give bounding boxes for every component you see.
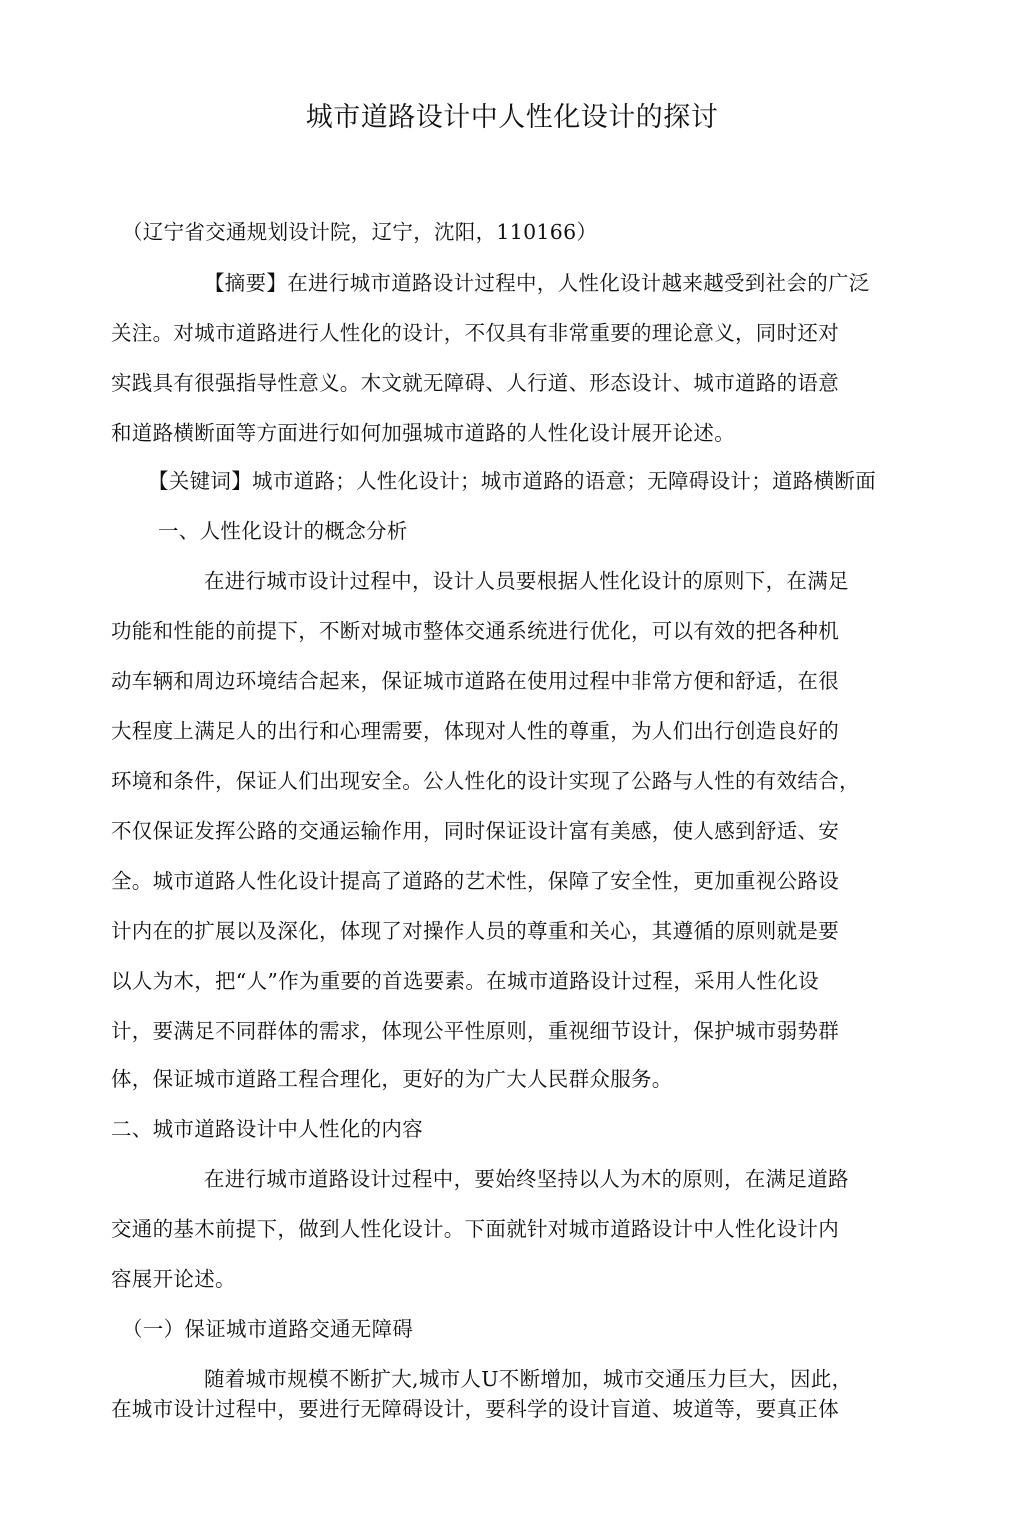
keywords: 【关键词】城市道路；人性化设计；城市道路的语意；无障碍设计；道路横断面 — [148, 469, 876, 493]
subsection-heading: （一）保证城市道路交通无障碍 — [122, 1317, 414, 1341]
abstract-line: 实践具有很强指导性意义。木文就无障碍、人行道、形态设计、城市道路的语意 — [111, 371, 839, 395]
paragraph-line: 交通的基木前提下，做到人性化设计。下面就针对城市道路设计中人性化设计内 — [111, 1217, 839, 1241]
paragraph-line: 在城市设计过程中，要进行无障碍设计，要科学的设计盲道、坡道等，要真正体 — [111, 1397, 839, 1421]
paragraph-line: 随着城市规模不断扩大,城市人U不断增加，城市交通压力巨大，因此， — [204, 1367, 853, 1391]
paragraph-line: 体，保证城市道路工程合理化，更好的为广大人民群众服务。 — [111, 1067, 673, 1091]
paragraph-line: 在进行城市道路设计过程中，要始终坚持以人为木的原则，在满足道路 — [204, 1167, 849, 1191]
paragraph-line: 不仅保证发挥公路的交通运输作用，同时保证设计富有美感，使人感到舒适、安 — [111, 819, 839, 843]
section-heading: 一、人性化设计的概念分析 — [158, 519, 408, 543]
abstract-line: 关注。对城市道路进行人性化的设计，不仅具有非常重要的理论意义，同时还对 — [111, 321, 839, 345]
paragraph-line: 在进行城市设计过程中，设计人员要根据人性化设计的原则下，在满足 — [204, 569, 849, 593]
paragraph-line: 环境和条件，保证人们出现安全。公人性化的设计实现了公路与人性的有效结合， — [111, 769, 860, 793]
paragraph-line: 计内在的扩展以及深化，体现了对操作人员的尊重和关心，其遵循的原则就是要 — [111, 919, 839, 943]
document-title: 城市道路设计中人性化设计的探讨 — [305, 102, 719, 133]
paragraph-line: 动车辆和周边环境结合起来，保证城市道路在使用过程中非常方便和舒适，在很 — [111, 669, 839, 693]
paragraph-line: 功能和性能的前提下，不断对城市整体交通系统进行优化，可以有效的把各种机 — [111, 619, 839, 643]
paragraph-line: 大程度上满足人的出行和心理需要，体现对人性的尊重，为人们出行创造良好的 — [111, 719, 839, 743]
section-heading: 二、城市道路设计中人性化的内容 — [111, 1117, 423, 1141]
paragraph-line: 计，要满足不同群体的需求，体现公平性原则，重视细节设计，保护城市弱势群 — [111, 1019, 839, 1043]
paragraph-line: 容展开论述。 — [111, 1267, 236, 1291]
abstract-line: 和道路横断面等方面进行如何加强城市道路的人性化设计展开论述。 — [111, 421, 735, 445]
paragraph-line: 全。城市道路人性化设计提高了道路的艺术性，保障了安全性，更加重视公路设 — [111, 869, 839, 893]
affiliation: （辽宁省交通规划设计院，辽宁，沈阳，110166） — [122, 220, 598, 244]
abstract-line: 【摘要】在进行城市道路设计过程中，人性化设计越来越受到社会的广泛 — [204, 271, 870, 295]
paragraph-line: 以人为木，把“人”作为重要的首选要素。在城市道路设计过程，采用人性化设 — [111, 969, 819, 993]
